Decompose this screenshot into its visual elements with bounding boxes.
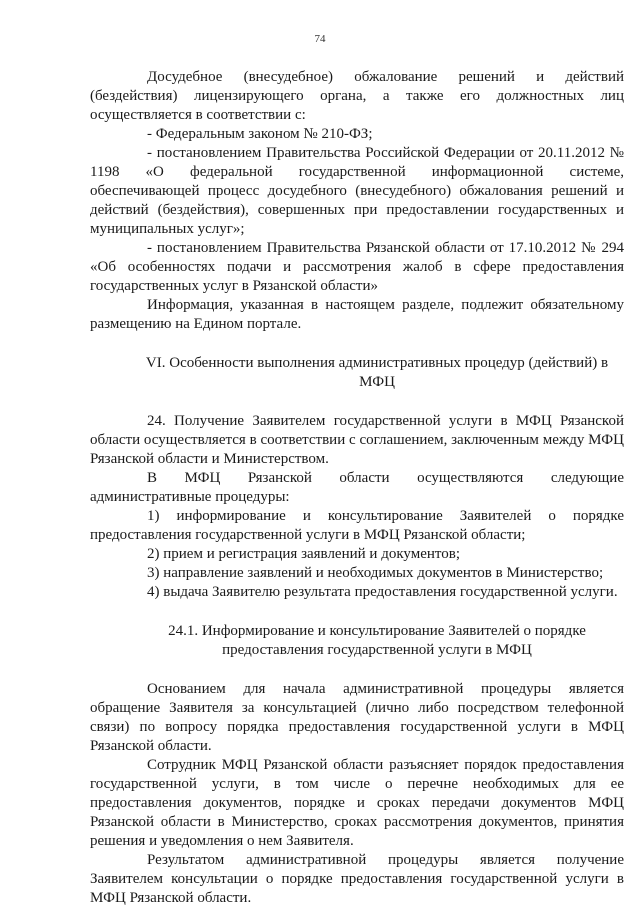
section-vi-heading: VI. Особенности выполнения административных процедур (действий) в МФЦ: [145, 355, 609, 390]
appeal-basis-item: - постановлением Правительства Российской Федерации от 20.11.2012 № 1198 «О федеральной государственной информационной системе, обеспечивающей процесс досудебного (внесудебного) обжалования решений и действий (бездействия), совершенных при предоставлении государственных и муниципальных услуг»;: [90, 145, 624, 237]
procedure-item: 4) выдача Заявителю результата предоставления государственной услуги.: [147, 584, 618, 600]
appeal-intro-paragraph: Досудебное (внесудебное) обжалование решений и действий (бездействия) лицензирующего органа, а также его должностных лиц осуществляется в соответствии с:: [90, 69, 624, 123]
subsection-paragraph: Сотрудник МФЦ Рязанской области разъясняет порядок предоставления государственной услуги, в том числе о перечне необходимых для ее предоставления документов, порядке и сроках передачи документов МФЦ Рязанской области в Министерство, сроках рассмотрения документов, принятия решения и уведомления о нем Заявителя.: [90, 757, 624, 849]
procedure-item: 1) информирование и консультирование Заявителей о порядке предоставления государственной услуги в МФЦ Рязанской области;: [90, 508, 624, 543]
page-content: [90, 68, 624, 908]
procedure-item: 2) прием и регистрация заявлений и документов;: [147, 546, 460, 562]
appeal-closing-paragraph: Информация, указанная в настоящем разделе, подлежит обязательному размещению на Едином портале.: [90, 297, 624, 332]
appeal-basis-item: - постановлением Правительства Рязанской области от 17.10.2012 № 294 «Об особенностях подачи и рассмотрения жалоб в сфере предоставления государственных услуг в Рязанской области»: [90, 240, 624, 294]
procedure-item: 3) направление заявлений и необходимых документов в Министерство;: [147, 565, 604, 581]
page-number: 74: [314, 33, 326, 45]
subsection-24-1-heading: 24.1. Информирование и консультирование Заявителей о порядке предоставления государственной услуги в МФЦ: [168, 623, 586, 658]
section-24-paragraph: 24. Получение Заявителем государственной услуги в МФЦ Рязанской области осуществляется в соответствии с соглашением, заключенным между МФЦ Рязанской области и Министерством.: [90, 413, 624, 467]
procedures-intro-paragraph: В МФЦ Рязанской области осуществляются следующие административные процедуры:: [90, 470, 624, 505]
appeal-basis-item: - Федеральным законом № 210-ФЗ;: [147, 126, 373, 142]
subsection-paragraph: Основанием для начала административной процедуры является обращение Заявителя за консультацией (лично либо посредством телефонной связи) по вопросу порядка предоставления государственной услуги в МФЦ Рязанской области.: [90, 681, 624, 754]
subsection-paragraph: Результатом административной процедуры является получение Заявителем консультации о порядке предоставления государственной услуги в МФЦ Рязанской области.: [90, 852, 624, 906]
